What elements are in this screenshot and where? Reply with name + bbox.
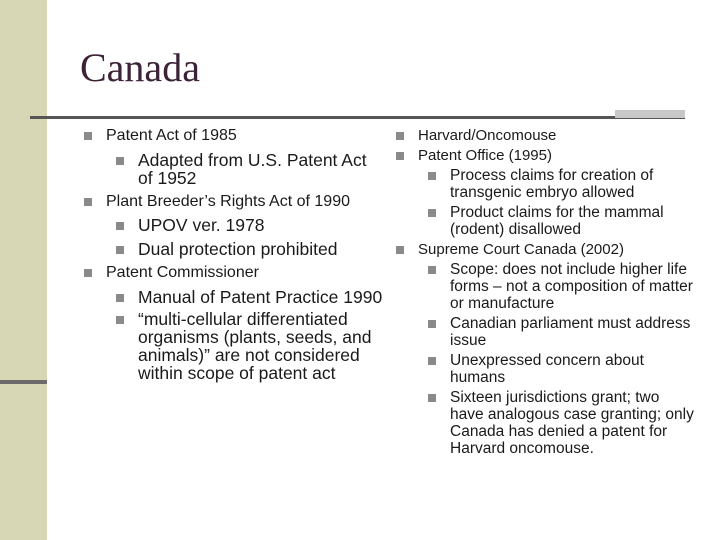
bullet-text: Dual protection prohibited (138, 239, 338, 259)
bullet-marker-icon (116, 157, 124, 165)
subbullet-product-claims (428, 204, 696, 238)
bullet-text: Patent Commissioner (106, 264, 259, 281)
bullet-marker-icon (428, 266, 436, 274)
bullet-marker-icon (116, 222, 124, 230)
bullet-patent-commissioner (84, 264, 384, 281)
bullet-patent-act (84, 127, 384, 144)
bullet-text: Process claims for creation of transgenic embryo allowed (450, 167, 654, 201)
bullet-text: Supreme Court Canada (2002) (418, 241, 624, 258)
left-column (84, 127, 384, 382)
bullet-text: “multi-cellular differentiated organisms (plants, seeds, and animals)” are not considered within scope of patent act (138, 309, 372, 383)
bullet-marker-icon (396, 152, 404, 160)
bullet-marker-icon (396, 132, 404, 140)
bullet-text: Harvard/Oncomouse (418, 127, 557, 144)
subbullet-process-claims (428, 167, 696, 201)
subbullet-multicellular (116, 310, 384, 382)
bullet-marker-icon (396, 246, 404, 254)
bullet-marker-icon (428, 320, 436, 328)
bullet-patent-office (396, 147, 696, 164)
bullet-marker-icon (116, 294, 124, 302)
left-bar-divider (0, 380, 47, 384)
bullet-plant-breeders (84, 193, 384, 210)
left-accent-bar (0, 0, 47, 540)
bullet-marker-icon (84, 269, 92, 277)
bullet-marker-icon (84, 132, 92, 140)
bullet-text: Sixteen jurisdictions grant; two have analogous case granting; only Canada has denied a patent for Harvard oncomouse. (450, 389, 694, 457)
bullet-marker-icon (428, 172, 436, 180)
bullet-text: Manual of Patent Practice 1990 (138, 287, 383, 307)
bullet-text: Scope: does not include higher life forms – not a composition of matter or manufacture (450, 261, 693, 312)
bullet-marker-icon (116, 246, 124, 254)
subbullet-manual (116, 288, 384, 306)
subbullet-upov (116, 216, 384, 234)
bullet-text: Adapted from U.S. Patent Act of 1952 (138, 150, 367, 188)
bullet-text: Patent Office (1995) (418, 147, 552, 164)
subbullet-scope (428, 261, 696, 312)
bullet-text: Patent Act of 1985 (106, 127, 237, 144)
bullet-marker-icon (428, 394, 436, 402)
subbullet-canadian-parliament (428, 315, 696, 349)
subbullet-sixteen-jurisdictions (428, 389, 696, 457)
bullet-text: UPOV ver. 1978 (138, 215, 265, 235)
bullet-marker-icon (428, 209, 436, 217)
bullet-text: Canadian parliament must address issue (450, 315, 691, 349)
bullet-harvard (396, 127, 696, 144)
bullet-text: Plant Breeder’s Rights Act of 1990 (106, 193, 350, 210)
bullet-supreme-court (396, 241, 696, 258)
bullet-marker-icon (428, 357, 436, 365)
subbullet-dual-protection (116, 240, 384, 258)
title-rule-accent (615, 110, 685, 118)
subbullet-unexpressed-concern (428, 352, 696, 386)
slide-title: Canada (80, 45, 200, 90)
bullet-marker-icon (116, 316, 124, 324)
bullet-text: Unexpressed concern about humans (450, 352, 644, 386)
right-column (396, 127, 696, 457)
bullet-marker-icon (84, 198, 92, 206)
title-rule (30, 116, 685, 119)
subbullet-adapted (116, 151, 384, 187)
bullet-text: Product claims for the mammal (rodent) disallowed (450, 204, 664, 238)
